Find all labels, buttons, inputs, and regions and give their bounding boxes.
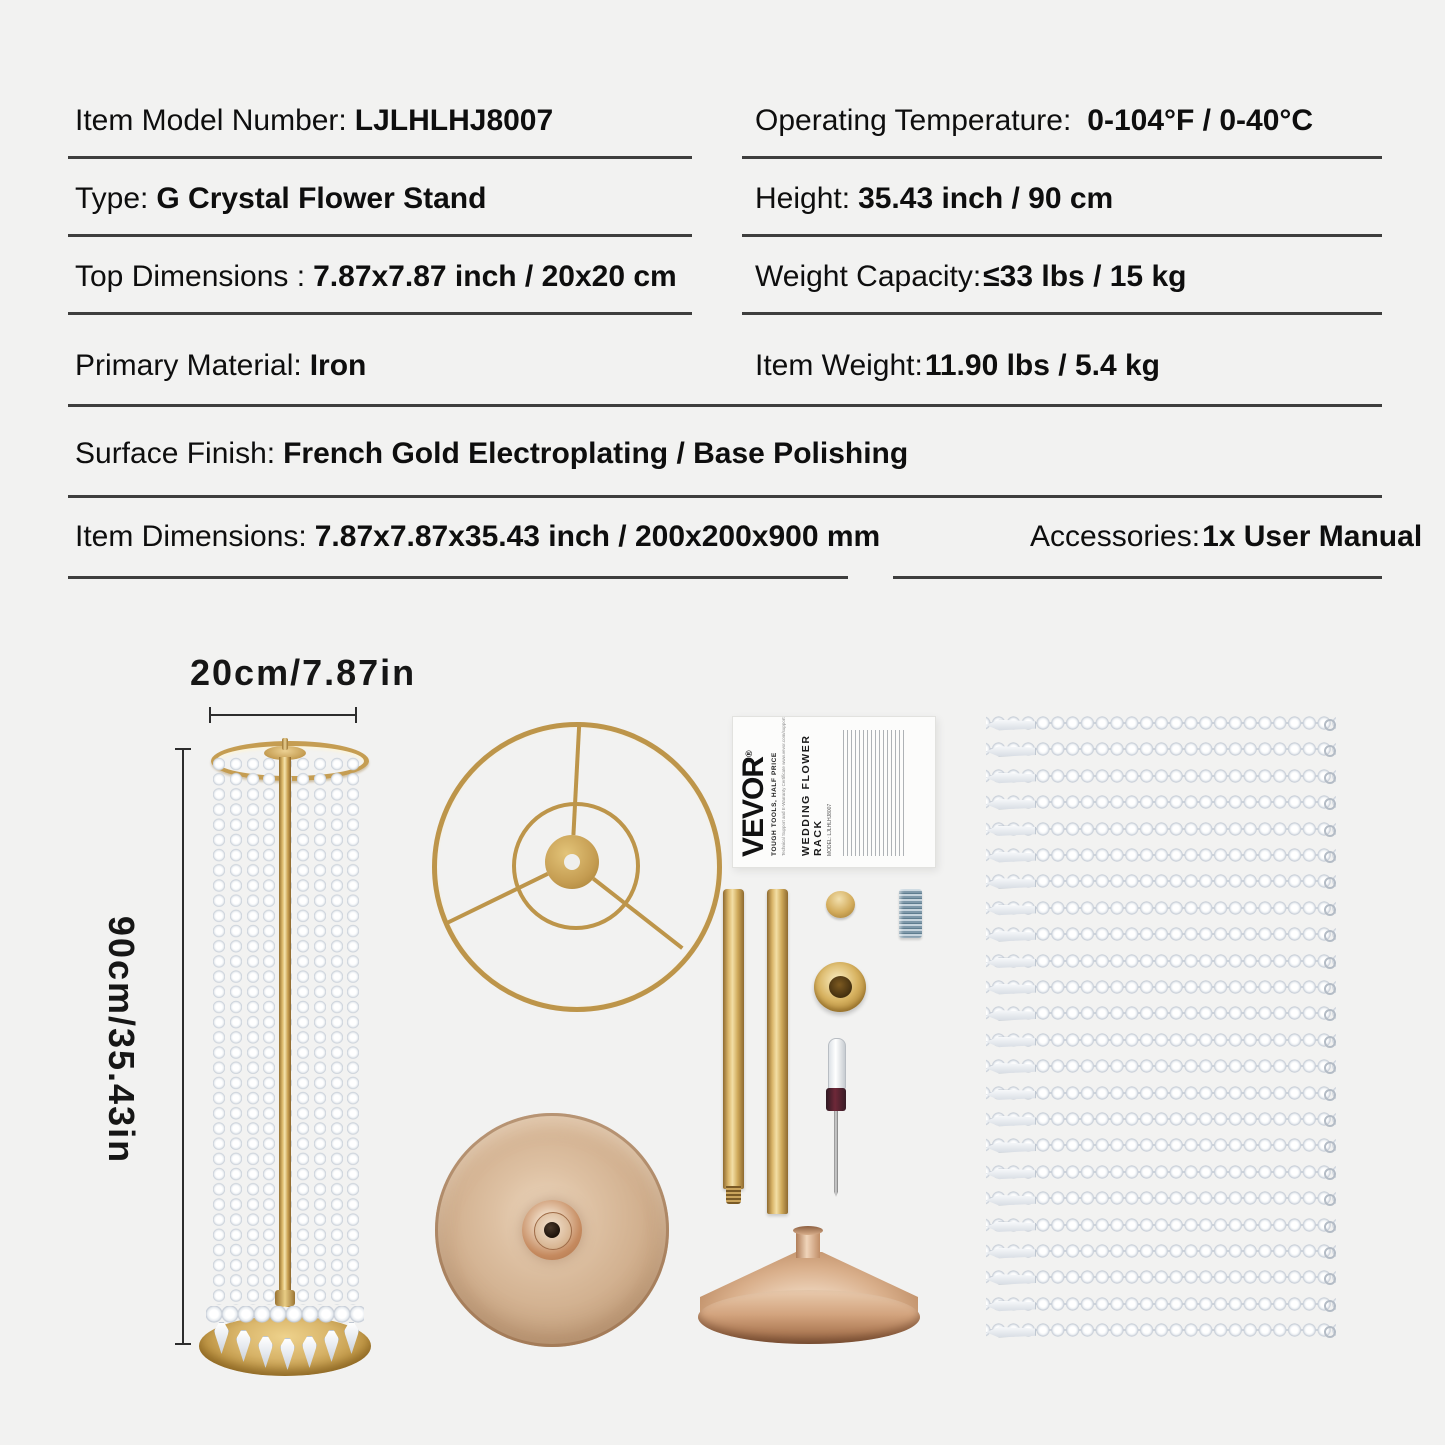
pole-threaded-end <box>726 1186 741 1204</box>
manual-tagline: TOUGH TOOLS, HALF PRICE <box>771 752 778 856</box>
stand-bead-strand <box>331 757 343 1305</box>
bead-strand <box>986 1006 1336 1021</box>
spec-row-operating-temperature <box>755 104 1313 138</box>
manual-model-line: MODEL: LJLHLHJ8007 <box>827 803 833 856</box>
nut-hole <box>829 976 852 998</box>
bead-strand <box>986 954 1336 969</box>
bead-strand <box>986 795 1336 810</box>
bead-strand <box>986 1138 1336 1153</box>
stand-bead-strand <box>213 757 225 1305</box>
stand-bead-strand <box>230 757 242 1305</box>
bead-strand <box>986 1191 1336 1206</box>
bead-strand <box>986 742 1336 757</box>
row-divider <box>68 234 692 237</box>
spec-value: 7.87x7.87 inch / 20x20 cm <box>313 260 677 293</box>
screwdriver-handle <box>828 1038 846 1090</box>
screwdriver-shaft <box>834 1111 838 1197</box>
spec-row-model <box>75 104 553 138</box>
row-divider <box>893 576 1382 579</box>
bead-strand <box>986 927 1336 942</box>
bead-strand <box>986 1033 1336 1048</box>
spec-label: Surface Finish: <box>75 437 276 470</box>
row-divider <box>68 156 692 159</box>
height-dimension-label: 90cm/35.43in <box>101 915 142 1165</box>
stand-bead-strand <box>297 757 309 1305</box>
stand-bead-strand <box>263 757 275 1305</box>
row-divider <box>742 234 1382 237</box>
spec-value: 35.43 inch / 90 cm <box>858 182 1114 215</box>
row-divider <box>68 576 848 579</box>
stand-bead-strand <box>347 757 359 1305</box>
spec-label: Top Dimensions : <box>75 260 306 293</box>
spec-value: LJLHLHJ8007 <box>354 104 554 137</box>
spec-label: Item Model Number: <box>75 104 347 137</box>
spec-label: Primary Material: <box>75 349 302 382</box>
stand-bead-strand <box>247 757 259 1305</box>
bead-strand <box>986 848 1336 863</box>
manual-support-line: Technical Support and E-Warranty Certificate www.vevor.com/support <box>781 717 786 856</box>
bead-strand <box>986 1165 1336 1180</box>
row-divider <box>68 495 1382 498</box>
width-dimension-line <box>209 714 357 716</box>
stand-base-bead-rim <box>206 1306 364 1323</box>
spec-value: 7.87x7.87x35.43 inch / 200x200x900 mm <box>314 520 881 553</box>
crystal-strands <box>986 716 1338 1356</box>
spec-row-item-dimensions <box>75 520 880 554</box>
spec-value: 0-104°F / 0-40°C <box>1087 104 1314 137</box>
manual-fine-print-lines <box>843 730 907 856</box>
row-divider <box>68 312 692 315</box>
bead-strand <box>986 716 1336 731</box>
base-foot <box>698 1290 920 1344</box>
spec-row-height <box>755 182 1113 216</box>
spec-label: Item Dimensions: <box>75 520 307 553</box>
spec-value: 11.90 lbs / 5.4 kg <box>924 349 1160 382</box>
bead-strand <box>986 980 1336 995</box>
base-top-center-hole <box>544 1222 560 1238</box>
row-divider <box>742 312 1382 315</box>
stand-bead-strand <box>314 757 326 1305</box>
spec-row-top-dimensions <box>75 260 677 294</box>
width-dimension-label: 20cm/7.87in <box>190 652 417 693</box>
bead-strand <box>986 1059 1336 1074</box>
spec-label: Item Weight: <box>755 349 923 382</box>
spec-label: Accessories: <box>1030 520 1201 553</box>
row-divider <box>68 404 1382 407</box>
pole-section <box>767 889 788 1214</box>
spec-label: Type: <box>75 182 149 215</box>
spec-row-surface-finish <box>75 437 908 471</box>
stand-top-pin <box>282 738 288 750</box>
spec-value: ≤33 lbs / 15 kg <box>983 260 1187 293</box>
spec-row-type <box>75 182 486 216</box>
spec-value: French Gold Electroplating / Base Polishing <box>283 437 909 470</box>
spec-row-primary-material <box>75 349 366 383</box>
height-dimension-line <box>182 748 184 1345</box>
bead-strand <box>986 822 1336 837</box>
bead-strand <box>986 1270 1336 1285</box>
pole-section <box>723 889 744 1189</box>
bead-strand <box>986 1112 1336 1127</box>
gold-end-cap <box>826 891 855 918</box>
user-manual-cover <box>733 717 935 867</box>
spec-label: Height: <box>755 182 851 215</box>
base-neck-lip <box>793 1226 823 1235</box>
row-divider <box>742 156 1382 159</box>
spec-row-accessories <box>1030 520 1422 554</box>
bead-strand <box>986 1086 1336 1101</box>
bead-strand <box>986 1323 1336 1338</box>
spec-value: Iron <box>309 349 367 382</box>
manual-title: WEDDING FLOWER RACK <box>800 734 824 856</box>
user-manual <box>732 716 936 868</box>
stand-pole-collar <box>275 1290 295 1306</box>
bead-strand <box>986 874 1336 889</box>
spec-row-item-weight <box>755 349 1160 383</box>
bead-strand <box>986 1244 1336 1259</box>
bead-strand <box>986 901 1336 916</box>
bead-strand <box>986 1218 1336 1233</box>
bead-strand <box>986 769 1336 784</box>
spec-value: 1x User Manual <box>1202 520 1423 553</box>
registered-mark: ® <box>744 751 754 757</box>
ring-center-hole <box>564 854 580 870</box>
screwdriver-collar <box>826 1088 846 1111</box>
stand-center-pole <box>279 757 291 1307</box>
spec-label: Weight Capacity: <box>755 260 982 293</box>
spec-label: Operating Temperature: <box>755 104 1072 137</box>
spec-value: G Crystal Flower Stand <box>156 182 487 215</box>
spec-row-weight-capacity <box>755 260 1186 294</box>
bead-strand <box>986 1297 1336 1312</box>
threaded-connector <box>899 889 922 938</box>
vevor-logo: VEVOR® <box>737 751 770 857</box>
